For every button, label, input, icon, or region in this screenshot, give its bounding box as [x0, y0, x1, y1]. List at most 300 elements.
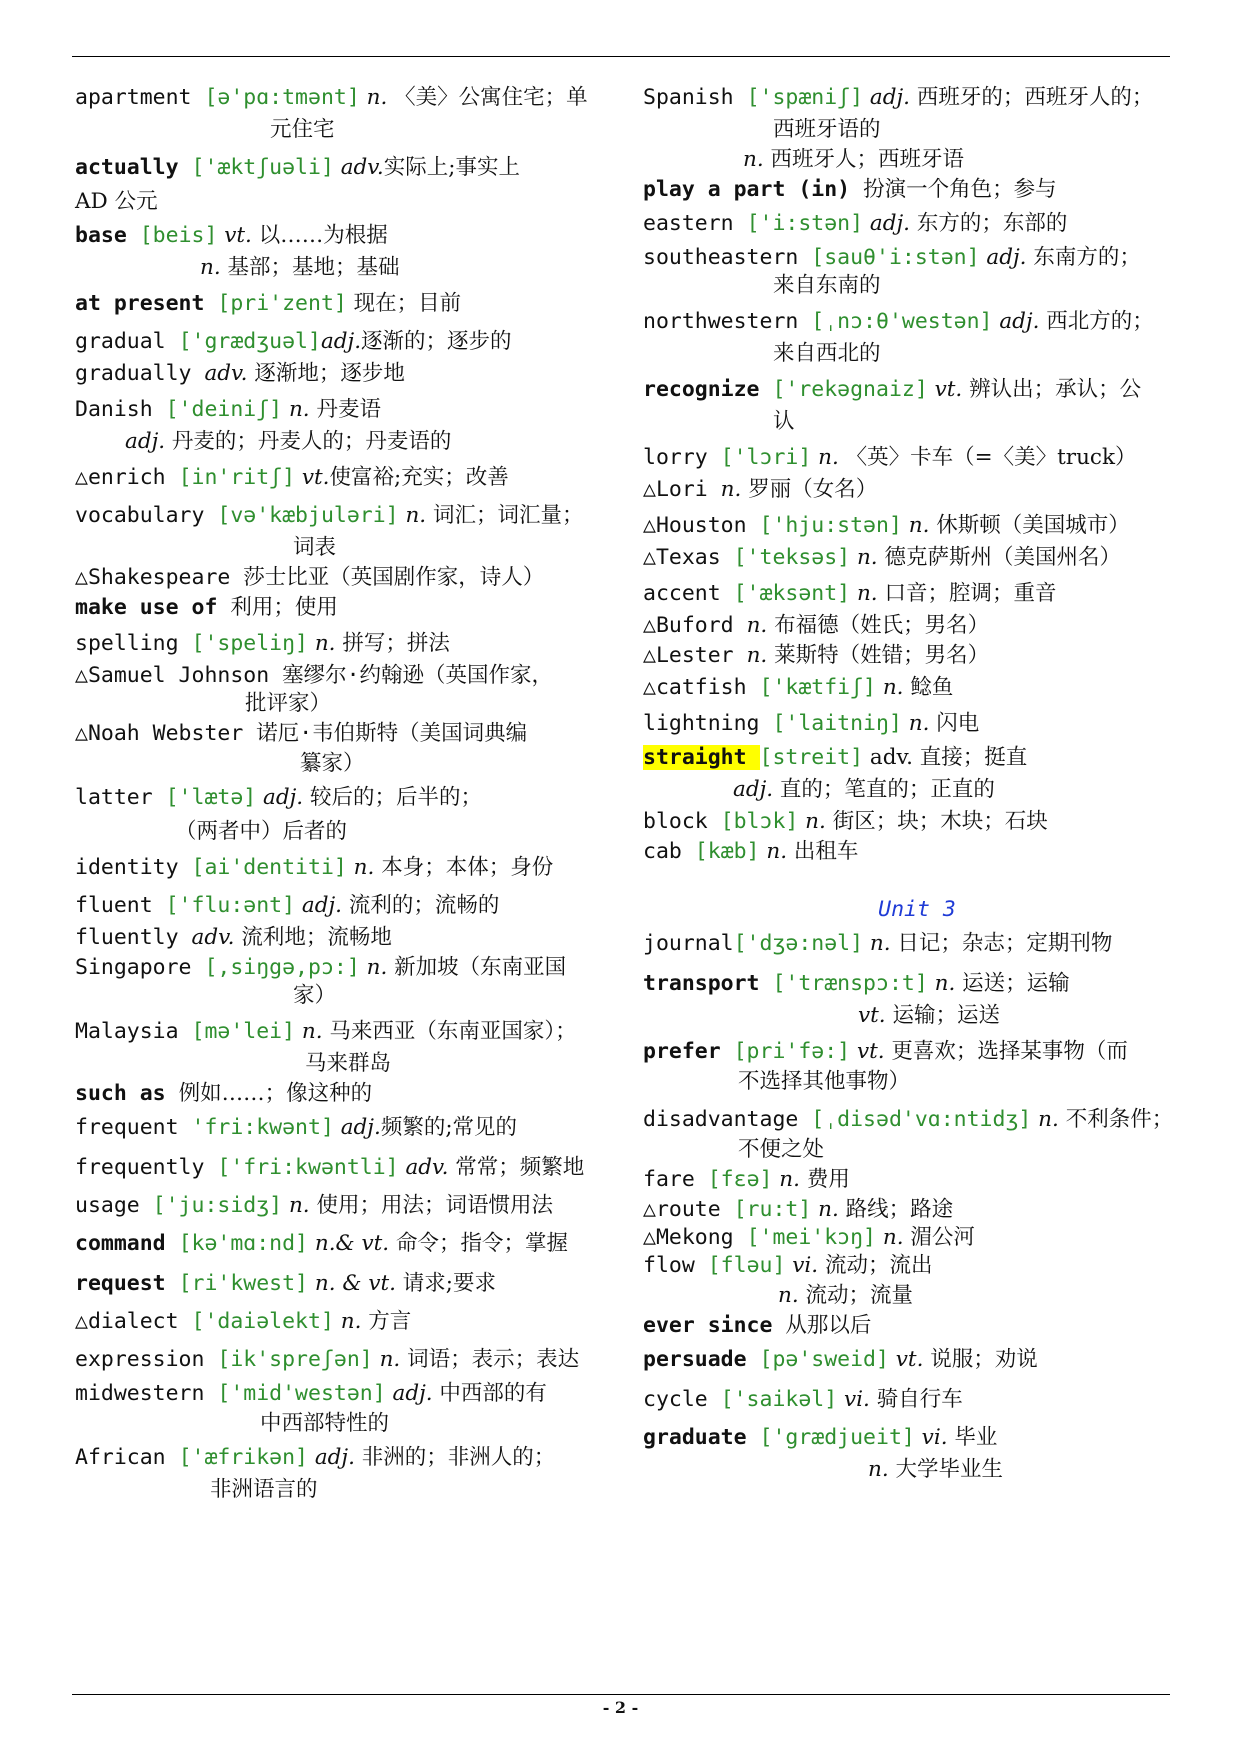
definition: 非洲语言的 [210, 1477, 318, 1502]
part-of-speech: adv. [863, 745, 920, 770]
definition: 湄公河 [910, 1225, 975, 1250]
definition: 鲶鱼 [910, 675, 954, 700]
headword: cycle [643, 1387, 721, 1412]
entry-frequently [75, 1152, 623, 1184]
entry-prefer [643, 1036, 1191, 1068]
part-of-speech: n. [850, 545, 885, 570]
entry-cab [643, 836, 1191, 868]
headword: command [75, 1231, 179, 1256]
entry-persuade [643, 1344, 1191, 1376]
definition: 使富裕;充实；改善 [329, 465, 509, 490]
phonetic: ['rekəgnaiz] [772, 377, 928, 402]
headword: expression [75, 1347, 218, 1372]
definition: 马来西亚（东南亚国家）； [329, 1019, 577, 1044]
part-of-speech: n. [772, 1167, 807, 1192]
entry-apartment [75, 82, 623, 114]
definition: 中西部特性的 [260, 1411, 390, 1436]
definition: 不便之处 [738, 1137, 825, 1162]
headword: eastern [643, 211, 747, 236]
definition: 从那以后 [785, 1313, 872, 1338]
entry-recognize [643, 374, 1191, 406]
headword: midwestern [75, 1381, 218, 1406]
entry-continuation [643, 144, 1241, 176]
definition: 费用 [806, 1167, 850, 1192]
headword: △catfish [643, 675, 760, 700]
part-of-speech: vi. [914, 1425, 955, 1450]
definition: 方言 [368, 1309, 412, 1334]
definition: 非洲的；非洲人的； [361, 1445, 556, 1470]
entry-gradual [75, 326, 623, 358]
headword: Danish [75, 397, 166, 422]
part-of-speech: adv. [191, 925, 242, 950]
definition: 实际上;事实上 [383, 155, 520, 180]
definition: 更喜欢；选择某事物（而 [891, 1039, 1128, 1064]
part-of-speech: n. [868, 1457, 896, 1482]
headword: △Buford [643, 613, 747, 638]
headword: frequent [75, 1115, 192, 1140]
definition: 日记；杂志；定期刊物 [897, 931, 1113, 956]
part-of-speech: n. & vt. [308, 1271, 403, 1296]
definition: 西班牙的；西班牙人的； [916, 85, 1154, 110]
definition: 街区；块；木块；石块 [832, 809, 1048, 834]
definition: 口音；腔调；重音 [884, 581, 1057, 606]
headword: Spanish [643, 85, 747, 110]
part-of-speech: adj. [863, 85, 917, 110]
part-of-speech: n. [927, 971, 963, 996]
part-of-speech: n.& vt. [308, 1231, 396, 1256]
definition: 流利地；流畅地 [241, 925, 392, 950]
phonetic: [kə'mɑ:nd] [178, 1231, 309, 1256]
entry-noah-webster [75, 718, 623, 750]
part-of-speech: adj. [308, 1445, 362, 1470]
phonetic: [pri'zent] [217, 291, 347, 316]
entry-straight [643, 742, 1191, 774]
part-of-speech: n. [778, 1283, 806, 1308]
part-of-speech: adj. [992, 309, 1047, 334]
part-of-speech: n. [798, 809, 833, 834]
headword: accent [643, 581, 734, 606]
entry-block [643, 806, 1191, 838]
headword: journal [643, 931, 734, 956]
part-of-speech: adv. [333, 155, 384, 180]
definition: 说服；劝说 [930, 1347, 1038, 1372]
entry-cycle [643, 1384, 1191, 1416]
definition: 丹麦语 [316, 397, 381, 422]
headword: gradual [75, 329, 179, 354]
headword: base [75, 223, 140, 248]
headword: such as [75, 1081, 179, 1106]
entry-continuation [643, 114, 1241, 146]
header-rule [72, 56, 1170, 57]
definition: 出租车 [793, 839, 859, 864]
definition: 毕业 [954, 1425, 998, 1450]
phonetic: 'fri:kwənt] [191, 1115, 334, 1140]
entry-base [75, 220, 623, 252]
headword: recognize [643, 377, 773, 402]
headword: △Samuel Johnson 塞缪尔·约翰逊（英国作家， [75, 663, 554, 688]
definition: 东方的；东部的 [916, 211, 1068, 236]
entry-lorry [643, 442, 1191, 474]
definition: 不利条件； [1065, 1107, 1174, 1132]
headword: △Texas [643, 545, 734, 570]
entry-frequent [75, 1112, 623, 1144]
definition: 本身；本体；身份 [381, 855, 554, 880]
part-of-speech: vt. [217, 223, 259, 248]
headword: △Lester [643, 643, 747, 668]
headword: at present [75, 291, 218, 316]
headword: Malaysia [75, 1019, 192, 1044]
headword: northwestern [643, 309, 812, 334]
definition: 马来群岛 [305, 1051, 392, 1076]
entry-latter [75, 782, 623, 814]
phonetic: [blɔk] [720, 809, 799, 834]
definition: 逐渐地；逐步地 [254, 361, 405, 386]
part-of-speech: n. [308, 631, 343, 656]
entry-continuation [643, 1000, 1241, 1032]
part-of-speech: n. [746, 613, 775, 638]
entry-spelling [75, 628, 623, 660]
entry-continuation [643, 1280, 1241, 1312]
definition: 逐渐的；逐步的 [361, 329, 512, 354]
definition: （两者中）后者的 [175, 819, 348, 844]
entry-ad [75, 186, 623, 218]
phonetic: [in'ritʃ] [178, 465, 296, 490]
phonetic: ['kætfiʃ] [759, 675, 876, 700]
headword: identity [75, 855, 192, 880]
entry-continuation [643, 1066, 1241, 1098]
phonetic: ['mei'kɔŋ] [746, 1225, 877, 1250]
phonetic: ['daiəlekt] [191, 1309, 334, 1334]
phonetic: ['hju:stən] [759, 513, 902, 538]
part-of-speech: n. [811, 445, 846, 470]
headword: △Lori [643, 477, 721, 502]
entry-command [75, 1228, 623, 1260]
phonetic: [ˌnɔ:θ'westən] [811, 309, 993, 334]
part-of-speech: vi. [785, 1253, 825, 1278]
entry-houston [643, 510, 1191, 542]
definition: 西班牙人；西班牙语 [770, 147, 965, 172]
definition: 请求;要求 [402, 1271, 497, 1296]
phonetic: [ik'spreʃən] [217, 1347, 373, 1372]
phonetic: [streit] [759, 745, 864, 770]
phonetic: [beis] [139, 223, 218, 248]
entry-malaysia [75, 1016, 623, 1048]
entry-northwestern [643, 306, 1191, 338]
phonetic: ['lɔri] [720, 445, 812, 470]
part-of-speech: vt. [295, 465, 330, 490]
entry-fare [643, 1164, 1191, 1196]
headword: prefer [643, 1039, 734, 1064]
headword: fluent [75, 893, 166, 918]
part-of-speech: adj. [385, 1381, 440, 1406]
definition: 运输；运送 [892, 1003, 1000, 1028]
entry-continuation [75, 816, 723, 848]
part-of-speech: n. [743, 147, 771, 172]
part-of-speech: n. [346, 855, 382, 880]
headword: △Noah Webster 诺厄·韦伯斯特（美国词典编 [75, 721, 528, 746]
definition: 认 [773, 409, 795, 434]
headword: southeastern [643, 245, 812, 270]
definition: 新加坡（东南亚国 [394, 955, 567, 980]
definition: 直接；挺直 [919, 745, 1028, 770]
headword: gradually [75, 361, 205, 386]
entry-disadvantage [643, 1104, 1191, 1136]
phonetic: [fləu] [707, 1253, 786, 1278]
entry-continuation [643, 1134, 1241, 1166]
headword: request [75, 1271, 179, 1296]
definition: 骑自行车 [876, 1387, 963, 1412]
part-of-speech: adj. [295, 893, 349, 918]
part-of-speech: adj. [256, 785, 310, 810]
definition: 流利的；流畅的 [348, 893, 500, 918]
phonetic: ['flu:ənt] [165, 893, 296, 918]
page-number: - 2 - [602, 1698, 639, 1717]
headword: △Mekong [643, 1225, 747, 1250]
entry-fluently [75, 922, 623, 954]
unit-title: Unit 3 [878, 897, 956, 922]
definition: 家） [293, 983, 337, 1008]
definition: 运送；运输 [962, 971, 1070, 996]
phonetic: [ri'kwest] [178, 1271, 309, 1296]
headword: disadvantage [643, 1107, 812, 1132]
definition: 〈英〉卡车（=〈美〉truck） [845, 445, 1137, 470]
entry-gradually [75, 358, 623, 390]
definition: 中西部的有 [439, 1381, 547, 1406]
definition: 流动；流出 [824, 1253, 933, 1278]
definition: 利用；使用 [230, 595, 338, 620]
part-of-speech: vt. [927, 377, 970, 402]
headword: lightning [643, 711, 773, 736]
phonetic: ['laitniŋ] [772, 711, 902, 736]
phonetic: [pə'sweid] [759, 1347, 889, 1372]
definition: 命令；指令；掌握 [395, 1231, 568, 1256]
entry-eastern [643, 208, 1191, 240]
phonetic: ['æktʃuəli] [191, 155, 334, 180]
phonetic: ['deiniʃ] [165, 397, 283, 422]
footer-rule [72, 1694, 1170, 1695]
headword: spelling [75, 631, 192, 656]
definition: 莱斯特（姓错；男名） [774, 643, 990, 668]
part-of-speech: adj. [333, 1115, 381, 1140]
entry-ever-since [643, 1310, 1191, 1342]
phonetic: ['lætə] [165, 785, 257, 810]
unit-heading [643, 894, 1191, 926]
headword: flow [643, 1253, 708, 1278]
definition: 常常；频繁地 [455, 1155, 585, 1180]
headword: African [75, 1445, 179, 1470]
headword: transport [643, 971, 773, 996]
part-of-speech: vt. [850, 1039, 892, 1064]
phonetic: ['æfrikən] [178, 1445, 309, 1470]
definition: 词语；表示；表达 [407, 1347, 580, 1372]
definition: 频繁的;常见的 [380, 1115, 518, 1140]
entry-african [75, 1442, 623, 1474]
phonetic: ['saikəl] [720, 1387, 838, 1412]
headword: play a part (in) [643, 177, 864, 202]
definition: 纂家） [300, 751, 365, 776]
entry-danish [75, 394, 623, 426]
phonetic: [ə'pɑ:tmənt] [204, 85, 360, 110]
part-of-speech: adj. [863, 211, 917, 236]
part-of-speech: n. [876, 675, 911, 700]
headword: AD 公元 [75, 189, 158, 214]
definition: 拼写；拼法 [342, 631, 450, 656]
headword: apartment [75, 85, 205, 110]
entry-such-as [75, 1078, 623, 1110]
definition: 直的；笔直的；正直的 [779, 777, 995, 802]
definition: 丹麦的；丹麦人的；丹麦语的 [171, 429, 452, 454]
phonetic: [və'kæbjuləri] [217, 503, 399, 528]
headword: △Shakespeare 莎士比亚（英国剧作家，诗人） [75, 565, 545, 590]
phonetic: [ˌdisəd'vɑ:ntidʒ] [811, 1107, 1032, 1132]
entry-dialect [75, 1306, 623, 1338]
definition: 西班牙语的 [773, 117, 881, 142]
part-of-speech: n. [398, 503, 433, 528]
headword: △dialect [75, 1309, 192, 1334]
definition: 〈美〉公寓住宅；单 [394, 85, 588, 110]
entry-flow [643, 1250, 1191, 1282]
part-of-speech: n. [372, 1347, 408, 1372]
entry-spanish [643, 82, 1191, 114]
entry-lester [643, 640, 1191, 672]
entry-accent [643, 578, 1191, 610]
part-of-speech: vt. [858, 1003, 893, 1028]
part-of-speech: n. [359, 955, 395, 980]
phonetic: ['dʒə:nəl] [733, 931, 864, 956]
phonetic: [kæb] [694, 839, 760, 864]
headword: ever since [643, 1313, 786, 1338]
definition: 路线；路途 [845, 1197, 954, 1222]
phonetic: [sauθ'i:stən] [811, 245, 980, 270]
entry-actually [75, 152, 623, 184]
entry-buford [643, 610, 1191, 642]
phonetic: ['fri:kwəntli] [217, 1155, 399, 1180]
headword: △Houston [643, 513, 760, 538]
headword: lorry [643, 445, 721, 470]
definition: 辨认出；承认；公 [969, 377, 1142, 402]
headword: vocabulary [75, 503, 218, 528]
part-of-speech: n. [850, 581, 885, 606]
definition: 东南方的； [1033, 245, 1141, 270]
entry-at-present [75, 288, 623, 320]
headword: △enrich [75, 465, 179, 490]
part-of-speech: vi. [837, 1387, 877, 1412]
part-of-speech: adj. [733, 777, 780, 802]
entry-identity [75, 852, 623, 884]
entry-shakespeare [75, 562, 623, 594]
phonetic: ['i:stən] [746, 211, 864, 236]
definition: 来自东南的 [773, 273, 881, 298]
entry-continuation [643, 406, 1241, 438]
entry-usage [75, 1190, 623, 1222]
entry-lori [643, 474, 1191, 506]
definition: 闪电 [936, 711, 980, 736]
headword: fare [643, 1167, 708, 1192]
definition: 以……为根据 [258, 223, 388, 248]
definition: 较后的；后半的； [309, 785, 482, 810]
headword: graduate [643, 1425, 760, 1450]
definition: 批评家） [245, 691, 332, 716]
part-of-speech: vt. [888, 1347, 931, 1372]
part-of-speech: n. [295, 1019, 330, 1044]
phonetic: ['speliŋ] [191, 631, 308, 656]
entry-midwestern [75, 1378, 623, 1410]
phonetic: [,siŋgə,pɔ:] [204, 955, 360, 980]
part-of-speech: n. [282, 1193, 317, 1218]
entry-continuation [643, 1454, 1241, 1486]
part-of-speech: n. [759, 839, 794, 864]
definition: 词表 [293, 535, 337, 560]
entry-play-a-part [643, 174, 1191, 206]
headword: actually [75, 155, 192, 180]
phonetic: [fɛə] [707, 1167, 773, 1192]
phonetic: [ru:t] [733, 1197, 812, 1222]
phonetic: ['spæniʃ] [746, 85, 864, 110]
entry-expression [75, 1344, 623, 1376]
headword: frequently [75, 1155, 218, 1180]
phonetic: ['trænspɔ:t] [772, 971, 928, 996]
definition: 德克萨斯州（美国州名） [884, 545, 1121, 570]
part-of-speech: n. [359, 85, 395, 110]
definition: 流动；流量 [805, 1283, 914, 1308]
part-of-speech: adj. [320, 329, 362, 354]
phonetic: ['æksənt] [733, 581, 851, 606]
part-of-speech: adj. [979, 245, 1034, 270]
headword: Singapore [75, 955, 205, 980]
entry-catfish [643, 672, 1191, 704]
definition: 扮演一个角色；参与 [863, 177, 1057, 202]
definition: 西北方的； [1046, 309, 1154, 334]
entry-vocabulary [75, 500, 623, 532]
phonetic: [mə'lei] [191, 1019, 296, 1044]
part-of-speech: n. [282, 397, 317, 422]
part-of-speech: n. [746, 643, 775, 668]
part-of-speech: adv. [398, 1155, 456, 1180]
definition: 词汇；词汇量； [432, 503, 584, 528]
entry-continuation [643, 774, 1241, 806]
headword: block [643, 809, 721, 834]
phonetic: ['teksəs] [733, 545, 851, 570]
entry-lightning [643, 708, 1191, 740]
entry-continuation [643, 270, 1241, 302]
part-of-speech: n. [720, 477, 749, 502]
entry-request [75, 1268, 623, 1300]
headword: △route [643, 1197, 734, 1222]
part-of-speech: n. [333, 1309, 369, 1334]
part-of-speech: n. [200, 255, 228, 280]
headword: persuade [643, 1347, 760, 1372]
phonetic: ['grædʒuəl] [178, 329, 321, 354]
part-of-speech: n. [901, 711, 937, 736]
phonetic: ['mid'westən] [217, 1381, 386, 1406]
part-of-speech: adv. [204, 361, 255, 386]
entry-enrich [75, 462, 623, 494]
entry-make-use-of [75, 592, 623, 624]
part-of-speech: n. [811, 1197, 846, 1222]
headword: cab [643, 839, 695, 864]
definition: 休斯顿（美国城市） [936, 513, 1130, 538]
part-of-speech: n. [901, 513, 937, 538]
headword: make use of [75, 595, 231, 620]
definition: 现在；目前 [346, 291, 462, 316]
headword: usage [75, 1193, 153, 1218]
entry-continuation [643, 338, 1241, 370]
part-of-speech: adj. [125, 429, 172, 454]
entry-transport [643, 968, 1191, 1000]
entry-journal [643, 928, 1191, 960]
definition: 例如……；像这种的 [178, 1081, 373, 1106]
entry-texas [643, 542, 1191, 574]
